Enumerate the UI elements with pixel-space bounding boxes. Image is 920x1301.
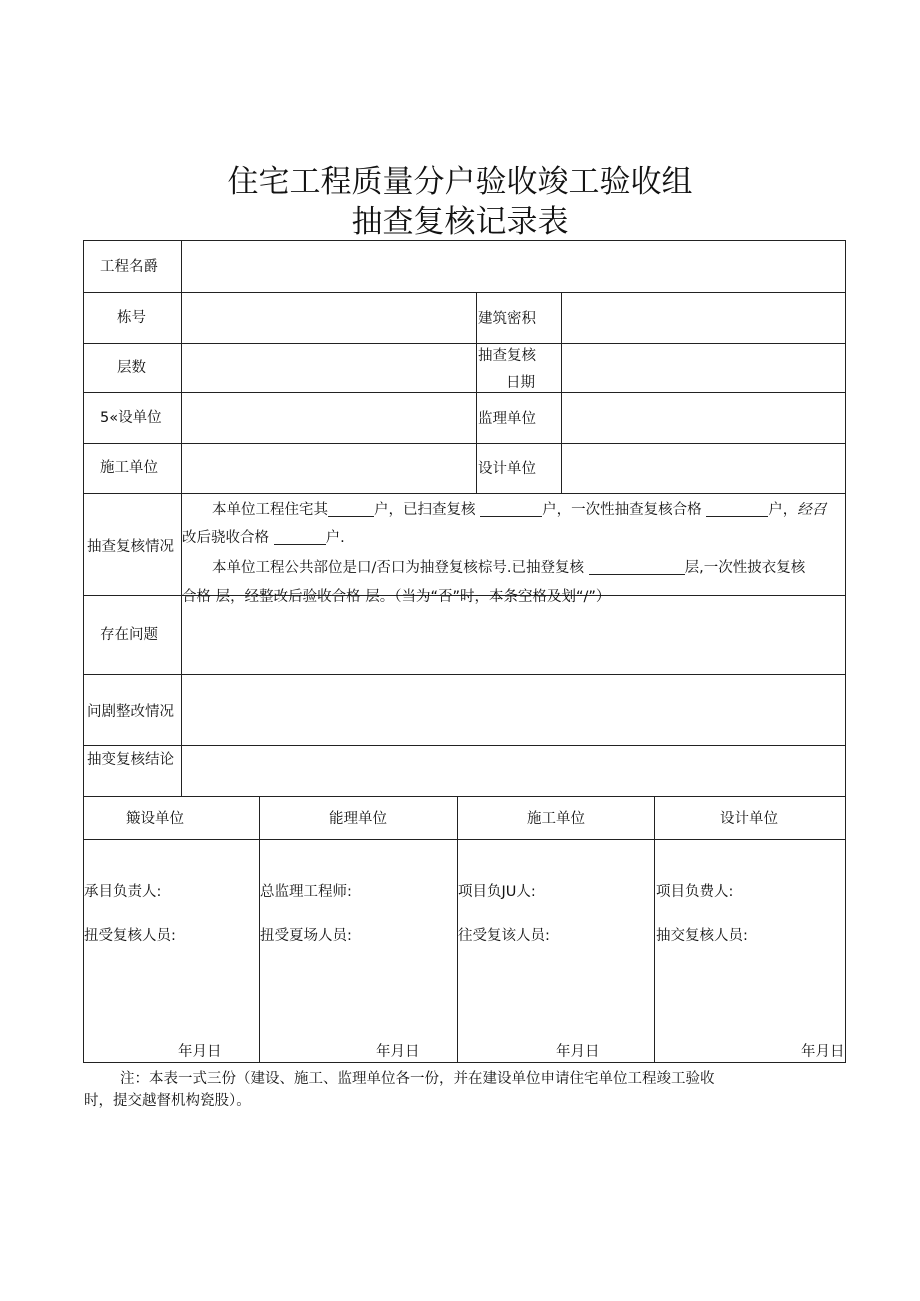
signoff-reviewers-construction: 扭受复核人员: — [84, 928, 176, 944]
label-conclusion: 抽变复核结论 — [87, 752, 174, 768]
signoff-column-divider — [654, 796, 655, 1063]
table-border-bottom — [83, 1062, 846, 1063]
label-design-unit: 设计单位 — [478, 461, 536, 477]
situation-line1: 本单位工程住宅其 户，已扫查复核 户，一次性抽查复核合格 户，经召 — [212, 502, 827, 518]
row-divider — [83, 796, 846, 797]
label-check-situation: 抽查复核情况 — [87, 539, 174, 555]
signoff-header-builder: 施工单位 — [527, 811, 585, 827]
signoff-responsible-builder: 项目负JU人: — [458, 884, 536, 900]
signoff-reviewers-builder: 往受复该人员: — [458, 928, 550, 944]
label-builder-unit: 施工单位 — [100, 460, 158, 476]
label-problems: 存在问题 — [100, 627, 158, 643]
label-check-date-line1: 抽查复核 — [478, 348, 536, 364]
form-title-line2: 抽查复核记录表 — [351, 204, 569, 240]
situation-line4: 合格 层，经整改后验收合格 层。（当为“否”时，本条空格及划“/”） — [182, 589, 611, 605]
label-building-no: 栋号 — [117, 310, 146, 326]
signoff-responsible-design: 项目负费人: — [656, 884, 734, 900]
situation-line2: 改后骁收合格 户. — [182, 530, 345, 546]
footnote-line1: 注：本表一式三份（建设、施工、监理单位各一份，并在建设单位申请住宅单位工程竣工验收 — [120, 1071, 715, 1087]
signoff-responsible-construction: 承目负责人: — [84, 884, 162, 900]
signoff-reviewers-supervision: 扭受夏场人员: — [260, 928, 352, 944]
row-divider — [83, 343, 846, 344]
signoff-date-construction: 年月日 — [178, 1044, 222, 1060]
label-rectification: 问剧整改情况 — [87, 704, 174, 720]
signoff-date-design: 年月日 — [801, 1044, 845, 1060]
table-border-right — [845, 240, 846, 1063]
row-divider — [83, 392, 846, 393]
signoff-header-supervision: 能理单位 — [329, 811, 387, 827]
label-floors: 层数 — [117, 360, 146, 376]
table-border-top — [83, 240, 846, 241]
signoff-header-design: 设计单位 — [720, 811, 778, 827]
situation-content — [182, 494, 844, 605]
signoff-date-builder: 年月日 — [556, 1044, 600, 1060]
signoff-header-construction: 簸设单位 — [126, 811, 184, 827]
mid-column-divider — [476, 292, 477, 493]
label-supervision-unit: 监理单位 — [478, 411, 536, 427]
footnote-line2: 时，提交越督机构瓷股）。 — [84, 1093, 251, 1109]
mid-column-divider — [561, 292, 562, 493]
row-divider — [83, 839, 846, 840]
row-divider — [83, 674, 846, 675]
form-title-line1: 住宅工程质量分户验收竣工验收组 — [227, 164, 693, 200]
label-building-area: 建筑密积 — [478, 311, 536, 327]
signoff-reviewers-design: 抽交复核人员: — [656, 928, 748, 944]
signoff-date-supervision: 年月日 — [376, 1044, 420, 1060]
row-divider — [83, 745, 846, 746]
situation-line3: 本单位工程公共部位是口/否口为抽登复核棕号.已抽登复核 层,一次性披衣复核 — [212, 560, 806, 576]
signoff-responsible-supervision: 总监理工程师: — [260, 884, 352, 900]
row-divider — [83, 443, 846, 444]
label-construction-unit: 5«设单位 — [100, 410, 162, 426]
row-divider — [83, 292, 846, 293]
label-project-name: 工程名爵 — [100, 259, 158, 275]
label-check-date-line2: 日期 — [506, 375, 535, 391]
